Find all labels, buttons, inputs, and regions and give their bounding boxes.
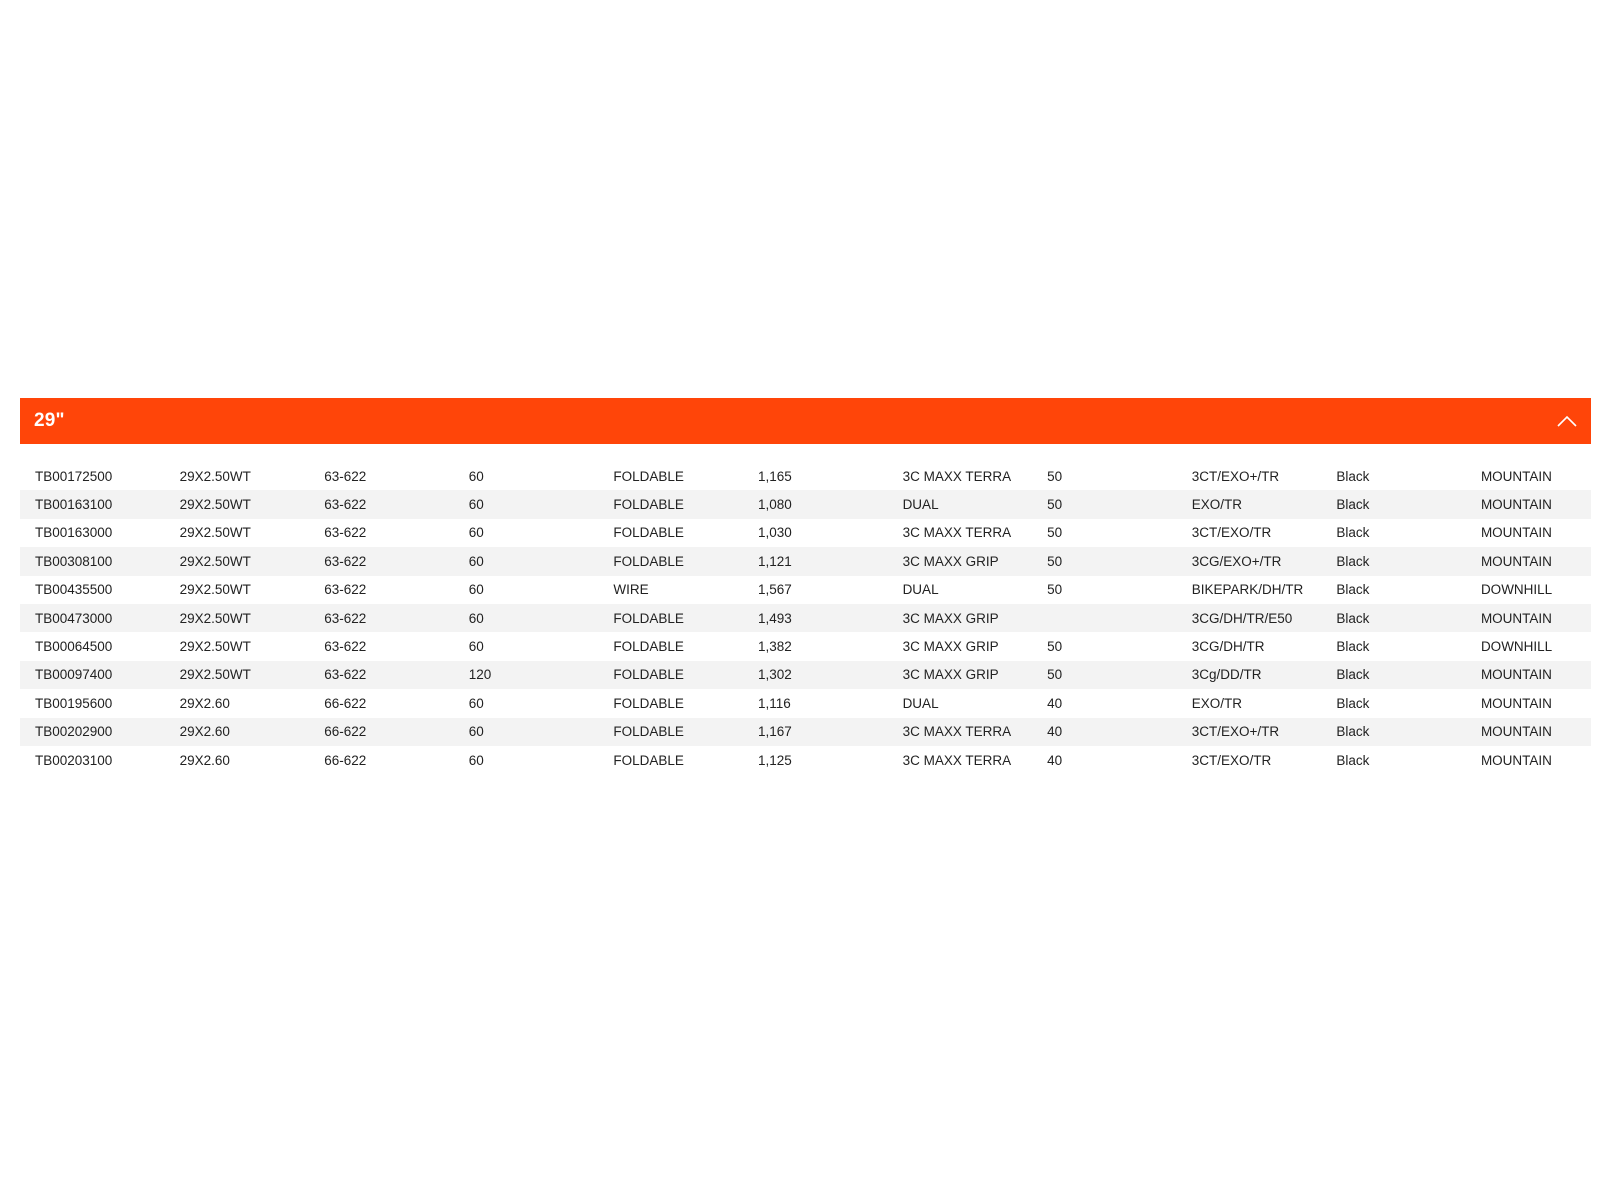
cell-bead: FOLDABLE xyxy=(613,724,684,740)
cell-bead: FOLDABLE xyxy=(613,553,684,569)
cell-weight: 1,382 xyxy=(757,639,792,655)
cell-size: 29X2.50WT xyxy=(179,667,251,683)
tire-table xyxy=(20,462,1591,774)
cell-etrto: 63-622 xyxy=(324,582,367,598)
cell-max-psi: 50 xyxy=(1047,553,1063,569)
cell-weight: 1,125 xyxy=(757,752,792,768)
cell-part-number: TB00097400 xyxy=(35,667,113,683)
cell-bead: FOLDABLE xyxy=(613,667,684,683)
table-row xyxy=(20,547,1591,575)
cell-technology: 3CT/EXO+/TR xyxy=(1191,468,1280,484)
cell-technology: BIKEPARK/DH/TR xyxy=(1191,582,1304,598)
cell-category: MOUNTAIN xyxy=(1480,752,1552,768)
cell-max-psi: 50 xyxy=(1047,525,1063,541)
cell-compound: 3C MAXX GRIP xyxy=(902,610,999,626)
cell-max-psi: 40 xyxy=(1047,695,1063,711)
cell-max-psi: 50 xyxy=(1047,497,1063,513)
cell-tpi: 60 xyxy=(468,695,484,711)
cell-tpi: 60 xyxy=(468,497,484,513)
cell-weight: 1,167 xyxy=(757,724,792,740)
cell-etrto: 66-622 xyxy=(324,752,367,768)
cell-weight: 1,121 xyxy=(757,553,792,569)
cell-technology: 3CG/EXO+/TR xyxy=(1191,553,1282,569)
cell-category: MOUNTAIN xyxy=(1480,553,1552,569)
cell-technology: 3CG/DH/TR/E50 xyxy=(1191,610,1293,626)
cell-max-psi: 40 xyxy=(1047,752,1063,768)
cell-compound: 3C MAXX TERRA xyxy=(902,468,1012,484)
cell-bead: WIRE xyxy=(613,582,649,598)
cell-technology: 3CG/DH/TR xyxy=(1191,639,1265,655)
cell-tpi: 60 xyxy=(468,582,484,598)
cell-part-number: TB00473000 xyxy=(35,610,113,626)
cell-technology: 3CT/EXO/TR xyxy=(1191,525,1272,541)
cell-category: MOUNTAIN xyxy=(1480,525,1552,541)
cell-part-number: TB00163000 xyxy=(35,525,113,541)
cell-etrto: 66-622 xyxy=(324,695,367,711)
size-accordion xyxy=(20,398,1591,774)
cell-category: DOWNHILL xyxy=(1480,639,1553,655)
cell-tpi: 60 xyxy=(468,724,484,740)
cell-compound: 3C MAXX GRIP xyxy=(902,639,999,655)
cell-color: Black xyxy=(1336,497,1370,513)
cell-part-number: TB00064500 xyxy=(35,639,113,655)
cell-etrto: 63-622 xyxy=(324,525,367,541)
cell-color: Black xyxy=(1336,468,1370,484)
table-row xyxy=(20,519,1591,547)
cell-bead: FOLDABLE xyxy=(613,695,684,711)
cell-color: Black xyxy=(1336,553,1370,569)
cell-color: Black xyxy=(1336,525,1370,541)
cell-max-psi: 50 xyxy=(1047,468,1063,484)
cell-etrto: 63-622 xyxy=(324,610,367,626)
cell-compound: DUAL xyxy=(902,582,939,598)
cell-size: 29X2.50WT xyxy=(179,525,251,541)
cell-size: 29X2.60 xyxy=(179,695,230,711)
cell-size: 29X2.50WT xyxy=(179,582,251,598)
cell-bead: FOLDABLE xyxy=(613,497,684,513)
table-row xyxy=(20,746,1591,774)
cell-weight: 1,080 xyxy=(757,497,792,513)
cell-tpi: 120 xyxy=(468,667,492,683)
cell-size: 29X2.60 xyxy=(179,724,230,740)
cell-max-psi: 40 xyxy=(1047,724,1063,740)
cell-weight: 1,030 xyxy=(757,525,792,541)
table-row xyxy=(20,462,1591,490)
cell-technology: EXO/TR xyxy=(1191,695,1243,711)
cell-color: Black xyxy=(1336,752,1370,768)
cell-tpi: 60 xyxy=(468,553,484,569)
cell-etrto: 63-622 xyxy=(324,667,367,683)
cell-part-number: TB00195600 xyxy=(35,695,113,711)
cell-compound: DUAL xyxy=(902,497,939,513)
cell-compound: 3C MAXX GRIP xyxy=(902,553,999,569)
cell-compound: 3C MAXX TERRA xyxy=(902,724,1012,740)
cell-color: Black xyxy=(1336,724,1370,740)
table-row xyxy=(20,718,1591,746)
cell-size: 29X2.50WT xyxy=(179,497,251,513)
cell-size: 29X2.50WT xyxy=(179,610,251,626)
cell-bead: FOLDABLE xyxy=(613,752,684,768)
cell-part-number: TB00203100 xyxy=(35,752,113,768)
chevron-up-icon[interactable] xyxy=(1557,411,1577,431)
cell-color: Black xyxy=(1336,610,1370,626)
cell-part-number: TB00308100 xyxy=(35,553,113,569)
cell-etrto: 63-622 xyxy=(324,468,367,484)
cell-color: Black xyxy=(1336,667,1370,683)
table-row xyxy=(20,604,1591,632)
cell-category: MOUNTAIN xyxy=(1480,724,1552,740)
cell-color: Black xyxy=(1336,639,1370,655)
table-row xyxy=(20,632,1591,660)
accordion-title: 29" xyxy=(34,410,65,431)
cell-size: 29X2.50WT xyxy=(179,468,251,484)
cell-technology: 3CT/EXO/TR xyxy=(1191,752,1272,768)
cell-etrto: 63-622 xyxy=(324,639,367,655)
cell-etrto: 63-622 xyxy=(324,553,367,569)
cell-color: Black xyxy=(1336,582,1370,598)
cell-etrto: 66-622 xyxy=(324,724,367,740)
cell-compound: 3C MAXX GRIP xyxy=(902,667,999,683)
table-row xyxy=(20,689,1591,717)
cell-max-psi: 50 xyxy=(1047,582,1063,598)
cell-max-psi: 50 xyxy=(1047,667,1063,683)
cell-color: Black xyxy=(1336,695,1370,711)
cell-part-number: TB00172500 xyxy=(35,468,113,484)
cell-technology: 3CT/EXO+/TR xyxy=(1191,724,1280,740)
cell-max-psi: 50 xyxy=(1047,639,1063,655)
table-row xyxy=(20,576,1591,604)
cell-bead: FOLDABLE xyxy=(613,525,684,541)
cell-tpi: 60 xyxy=(468,468,484,484)
cell-part-number: TB00435500 xyxy=(35,582,113,598)
cell-category: MOUNTAIN xyxy=(1480,695,1552,711)
table-row xyxy=(20,490,1591,518)
cell-category: MOUNTAIN xyxy=(1480,667,1552,683)
cell-compound: 3C MAXX TERRA xyxy=(902,525,1012,541)
cell-tpi: 60 xyxy=(468,752,484,768)
cell-tpi: 60 xyxy=(468,610,484,626)
cell-tpi: 60 xyxy=(468,525,484,541)
cell-etrto: 63-622 xyxy=(324,497,367,513)
cell-compound: DUAL xyxy=(902,695,939,711)
cell-size: 29X2.50WT xyxy=(179,553,251,569)
cell-bead: FOLDABLE xyxy=(613,610,684,626)
cell-technology: EXO/TR xyxy=(1191,497,1243,513)
cell-part-number: TB00163100 xyxy=(35,497,113,513)
cell-weight: 1,493 xyxy=(757,610,792,626)
cell-size: 29X2.60 xyxy=(179,752,230,768)
cell-part-number: TB00202900 xyxy=(35,724,113,740)
cell-category: DOWNHILL xyxy=(1480,582,1553,598)
cell-compound: 3C MAXX TERRA xyxy=(902,752,1012,768)
cell-bead: FOLDABLE xyxy=(613,468,684,484)
cell-bead: FOLDABLE xyxy=(613,639,684,655)
cell-weight: 1,302 xyxy=(757,667,792,683)
cell-weight: 1,165 xyxy=(757,468,792,484)
cell-category: MOUNTAIN xyxy=(1480,468,1552,484)
cell-category: MOUNTAIN xyxy=(1480,497,1552,513)
accordion-header-29[interactable] xyxy=(20,398,1591,444)
cell-weight: 1,116 xyxy=(757,695,791,711)
cell-size: 29X2.50WT xyxy=(179,639,251,655)
table-row xyxy=(20,661,1591,689)
cell-category: MOUNTAIN xyxy=(1480,610,1552,626)
cell-tpi: 60 xyxy=(468,639,484,655)
cell-technology: 3Cg/DD/TR xyxy=(1191,667,1262,683)
cell-weight: 1,567 xyxy=(757,582,792,598)
